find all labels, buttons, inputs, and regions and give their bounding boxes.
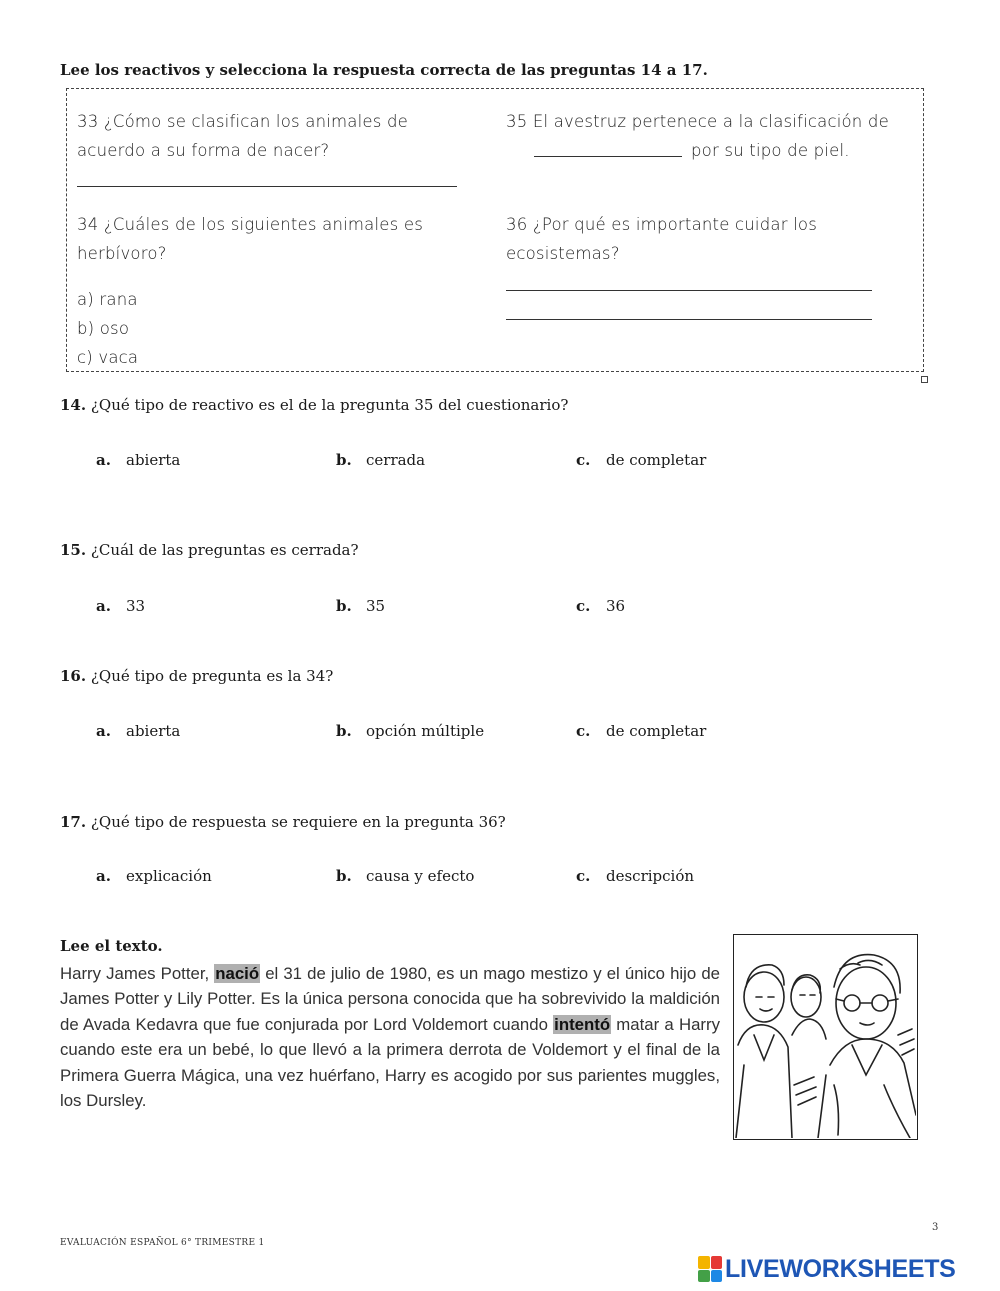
resize-handle	[921, 376, 928, 383]
option-letter: b.	[336, 722, 352, 740]
liveworksheets-icon	[698, 1256, 722, 1282]
option-text: causa y efecto	[366, 867, 475, 885]
quiz-q34-option-c: c) vaca	[77, 348, 139, 367]
option-text: cerrada	[366, 451, 426, 469]
q14-option-a[interactable]	[96, 451, 180, 469]
question-text: ¿Qué tipo de pregunta es la 34?	[90, 667, 334, 685]
option-text: 35	[366, 597, 386, 615]
highlighted-word-nacio: nació	[215, 964, 260, 983]
option-text: 36	[606, 597, 626, 615]
liveworksheets-logo[interactable]	[698, 1252, 956, 1286]
option-letter: c.	[576, 722, 591, 740]
quiz-q34-option-a: a) rana	[77, 290, 138, 309]
q15-option-a[interactable]	[96, 597, 145, 615]
option-text: descripción	[606, 867, 695, 885]
option-text: opción múltiple	[366, 722, 485, 740]
option-text: abierta	[126, 722, 181, 740]
question-text: ¿Cuál de las preguntas es cerrada?	[90, 541, 359, 559]
illustration-drawing	[734, 935, 916, 1138]
question-number: 14.	[60, 396, 87, 414]
footer-text: EVALUACIÓN ESPAÑOL 6° TRIMESTRE 1	[60, 1238, 265, 1248]
question-number: 16.	[60, 667, 87, 685]
q36-answer-line-1	[506, 290, 872, 291]
question-text: ¿Qué tipo de respuesta se requiere en la pregunta 36?	[90, 813, 506, 831]
question-14	[60, 396, 568, 414]
reading-text-1: Harry James Potter,	[60, 964, 215, 983]
question-number: 15.	[60, 541, 87, 559]
option-letter: a.	[96, 451, 111, 469]
quiz-q36-line1: 36 ¿Por qué es importante cuidar los	[506, 215, 818, 234]
reading-title: Lee el texto.	[60, 937, 163, 955]
option-letter: a.	[96, 867, 111, 885]
quiz-q33-line1: 33 ¿Cómo se clasifican los animales de	[77, 112, 408, 131]
quiz-q35-line1: 35 El avestruz pertenece a la clasificación de	[506, 112, 889, 131]
option-text: abierta	[126, 451, 181, 469]
q14-option-c[interactable]	[576, 451, 706, 469]
instructions: Lee los reactivos y selecciona la respuesta correcta de las preguntas 14 a 17.	[60, 61, 708, 79]
q17-option-c[interactable]	[576, 867, 694, 885]
q16-option-a[interactable]	[96, 722, 180, 740]
option-letter: c.	[576, 597, 591, 615]
q33-answer-line	[77, 186, 457, 187]
quiz-q34-option-b: b) oso	[77, 319, 130, 338]
reading-passage	[60, 961, 720, 1113]
quiz-q33-line2: acuerdo a su forma de nacer?	[77, 141, 330, 160]
q36-answer-line-2	[506, 319, 872, 320]
q16-option-b[interactable]	[336, 722, 484, 740]
question-17	[60, 813, 506, 831]
question-number: 17.	[60, 813, 87, 831]
option-text: 33	[126, 597, 146, 615]
highlighted-word-intento: intentó	[554, 1014, 611, 1034]
q15-option-c[interactable]	[576, 597, 625, 615]
option-letter: a.	[96, 597, 111, 615]
option-text: de completar	[606, 451, 707, 469]
q15-option-b[interactable]	[336, 597, 385, 615]
q16-option-c[interactable]	[576, 722, 706, 740]
reading-text-3: matar a Harry cuando este era un bebé, lo que llevó a la primera derrota de Voldemort y el final de la Primera Guerra Mágica, una vez huérfano, Harry es acogido por sus parientes muggles, los Dursley.	[60, 1014, 720, 1111]
brand-name: LIVEWORKSHEETS	[725, 1254, 956, 1283]
quiz-q35-line2: por su tipo de piel.	[691, 141, 850, 160]
q35-answer-blank	[534, 156, 682, 157]
option-letter: c.	[576, 451, 591, 469]
option-letter: b.	[336, 451, 352, 469]
option-letter: c.	[576, 867, 591, 885]
q17-option-b[interactable]	[336, 867, 474, 885]
quiz-q34-line2: herbívoro?	[77, 244, 167, 263]
question-15	[60, 541, 359, 559]
quiz-q36-line2: ecosistemas?	[506, 244, 620, 263]
question-16	[60, 667, 333, 685]
question-text: ¿Qué tipo de reactivo es el de la pregunta 35 del cuestionario?	[90, 396, 569, 414]
option-text: explicación	[126, 867, 212, 885]
reading-text-2: el 31 de julio de 1980, es un mago mestizo y el único hijo de James Potter y Lily Potter. Es la única persona conocida que ha sobrevivido la maldición de Avada Kedavra que fue conjurada por Lord Voldemort cuando	[60, 964, 720, 1034]
page-number: 3	[932, 1222, 939, 1233]
option-letter: b.	[336, 597, 352, 615]
option-text: de completar	[606, 722, 707, 740]
q14-option-b[interactable]	[336, 451, 425, 469]
harry-potter-illustration	[733, 934, 918, 1140]
q17-option-a[interactable]	[96, 867, 212, 885]
option-letter: a.	[96, 722, 111, 740]
quiz-q34-line1: 34 ¿Cuáles de los siguientes animales es	[77, 215, 424, 234]
option-letter: b.	[336, 867, 352, 885]
